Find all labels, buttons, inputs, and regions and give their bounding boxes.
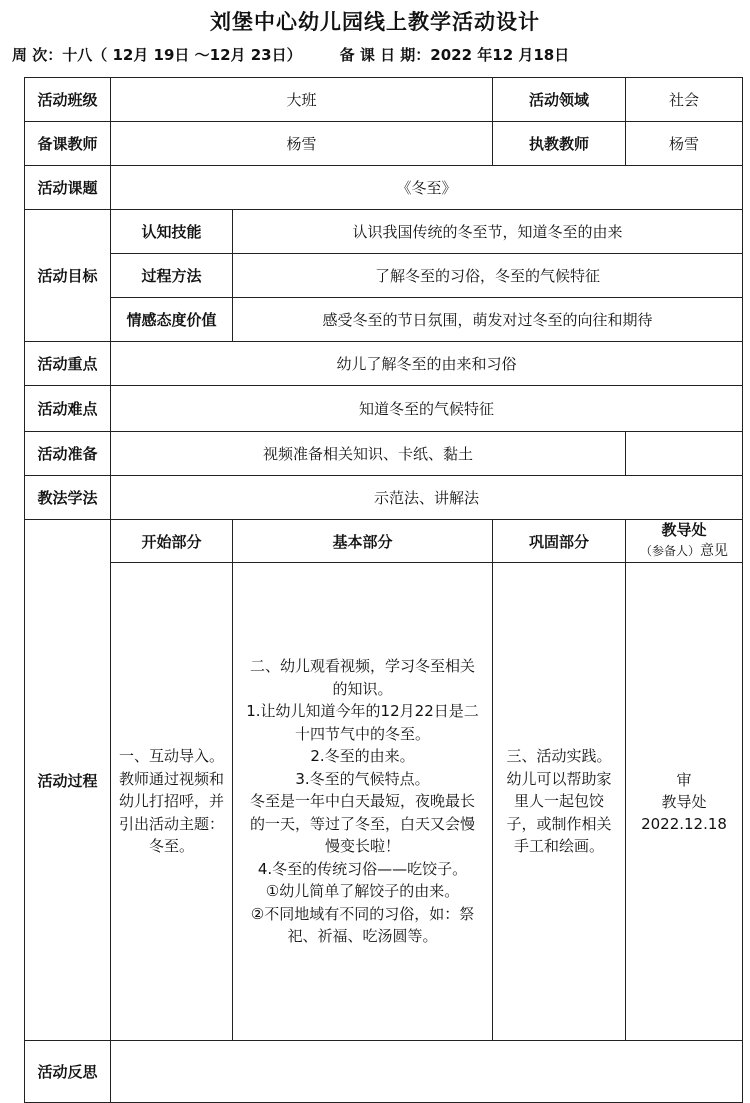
basic-line: ②不同地域有不同的习俗，如：祭 (250, 904, 475, 923)
basic-line: 3.冬至的气候特点。 (295, 769, 430, 788)
class-value: 大班 (111, 78, 493, 122)
goal-process-value: 了解冬至的习俗，冬至的气候特征 (233, 254, 743, 298)
basic-line: 慢变长啦！ (325, 837, 401, 856)
basic-line: 4.冬至的传统习俗——吃饺子。 (257, 859, 468, 878)
start-line: 引出活动主题： (118, 814, 224, 833)
basic-line: 的一天，等过了冬至，白天又会慢 (250, 814, 476, 833)
prep-teacher-value: 杨雪 (111, 122, 493, 166)
basic-line: ①幼儿简单了解饺子的由来。 (265, 882, 460, 901)
lesson-plan-table (24, 77, 743, 1103)
basic-line: 1.让幼儿知道今年的12月22日是二 (246, 702, 479, 721)
topic-value: 《冬至》 (111, 166, 743, 210)
exec-teacher-label: 执教教师 (493, 122, 626, 166)
class-label: 活动班级 (25, 78, 111, 122)
basic-section-content (233, 563, 493, 1041)
basic-line: 十四节气中的冬至。 (295, 724, 431, 743)
consolidate-line: 三、活动实践。 (506, 747, 612, 766)
consolidate-line: 里人一起包饺 (514, 792, 605, 811)
consolidate-line: 子，或制作相关 (506, 814, 612, 833)
method-label: 教法学法 (25, 476, 111, 520)
basic-line: 祀、祈福、吃汤圆等。 (287, 927, 438, 946)
process-label: 活动过程 (25, 520, 111, 1041)
domain-value: 社会 (626, 78, 743, 122)
meta-line (12, 44, 742, 65)
difficulty-label: 活动难点 (25, 386, 111, 432)
preparation-empty (626, 432, 743, 476)
start-line: 幼儿打招呼，并 (118, 792, 224, 811)
review-header-top: 教导处 (661, 521, 707, 539)
week-label: 周 次： (12, 46, 63, 64)
basic-line: 冬至是一年中白天最短，夜晚最长 (250, 792, 476, 811)
start-line: 一、互动导入。 (118, 747, 224, 766)
start-section-header: 开始部分 (111, 520, 233, 563)
review-date: 2022.12.18 (641, 814, 727, 833)
review-office: 教导处 (661, 792, 707, 811)
method-value: 示范法、讲解法 (111, 476, 743, 520)
consolidate-line: 手工和绘画。 (514, 837, 605, 856)
start-line: 冬至。 (148, 837, 194, 856)
consolidate-line: 幼儿可以帮助家 (506, 769, 612, 788)
consolidate-section-header: 巩固部分 (493, 520, 626, 563)
goal-cognitive-value: 认识我国传统的冬至节，知道冬至的由来 (233, 210, 743, 254)
reflection-label: 活动反思 (25, 1041, 111, 1103)
reflection-value (111, 1041, 743, 1103)
basic-line: 2.冬至的由来。 (310, 747, 415, 766)
start-line: 教师通过视频和 (118, 769, 224, 788)
basic-section-header: 基本部分 (233, 520, 493, 563)
exec-teacher-value: 杨雪 (626, 122, 743, 166)
basic-line: 的知识。 (332, 679, 393, 698)
week-value: 十八（ 12月 19日 ～12月 23日） (62, 46, 302, 64)
prep-date-label: 备 课 日 期： (339, 46, 431, 64)
review-section-header (626, 520, 743, 563)
preparation-value: 视频准备相关知识、卡纸、黏土 (111, 432, 626, 476)
start-section-content (111, 563, 233, 1041)
prep-date-value: 2022 年12 月18日 (430, 46, 570, 64)
review-section-content (626, 563, 743, 1041)
focus-value: 幼儿了解冬至的由来和习俗 (111, 342, 743, 386)
review-approve: 审 (676, 770, 692, 789)
difficulty-value: 知道冬至的气候特征 (111, 386, 743, 432)
topic-label: 活动课题 (25, 166, 111, 210)
document-title: 刘堡中心幼儿园线上教学活动设计 (210, 10, 540, 34)
prep-teacher-label: 备课教师 (25, 122, 111, 166)
focus-label: 活动重点 (25, 342, 111, 386)
goals-label: 活动目标 (25, 210, 111, 342)
consolidate-section-content (493, 563, 626, 1041)
goal-cognitive-label: 认知技能 (111, 210, 233, 254)
goal-emotion-value: 感受冬至的节日氛围，萌发对过冬至的向往和期待 (233, 298, 743, 342)
preparation-label: 活动准备 (25, 432, 111, 476)
goal-emotion-label: 情感态度价值 (111, 298, 233, 342)
review-header-tail: 意见 (700, 543, 729, 559)
domain-label: 活动领域 (493, 78, 626, 122)
basic-line: 二、幼儿观看视频，学习冬至相关 (250, 657, 476, 676)
review-header-paren: （参备人） (640, 544, 701, 558)
review-header-bottom (626, 541, 742, 562)
goal-process-label: 过程方法 (111, 254, 233, 298)
